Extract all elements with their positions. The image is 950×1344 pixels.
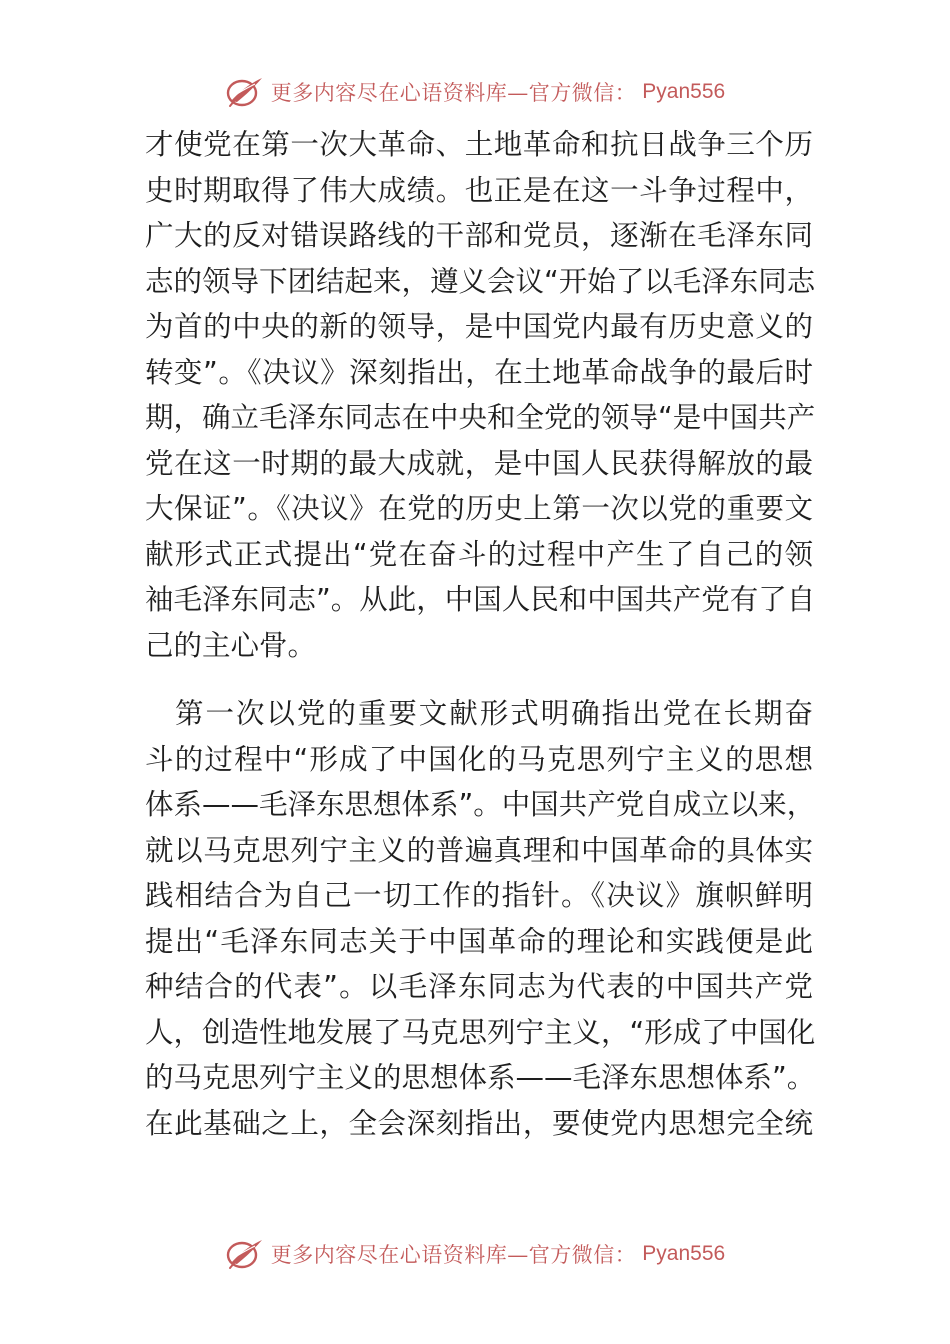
text-line: 体系——毛泽东思想体系”。中国共产党自成立以来，	[145, 788, 816, 821]
text-line: 才使党在第一次大革命、土地革命和抗日战争三个历	[145, 128, 813, 161]
quill-logo-icon	[225, 1236, 265, 1272]
text-line: 袖毛泽东同志”。从此，中国人民和中国共产党有了自	[145, 583, 816, 616]
header-watermark	[0, 72, 950, 112]
text-line: 党在这一时期的最大成就，是中国人民获得解放的最	[145, 446, 813, 480]
text-line: 就以马克思列宁主义的普遍真理和中国革命的具体实	[145, 833, 813, 867]
text-line: 第一次以党的重要文献形式明确指出党在长期奋	[175, 697, 813, 730]
paragraph	[145, 122, 816, 668]
watermark-text: 更多内容尽在心语资料库—官方微信：	[270, 81, 637, 105]
quill-logo-icon	[225, 74, 265, 110]
text-line: 大保证”。《决议》在党的历史上第一次以党的重要文	[145, 492, 813, 525]
text-line: 提出“毛泽东同志关于中国革命的理论和实践便是此	[145, 924, 813, 958]
watermark-text: 更多内容尽在心语资料库—官方微信：	[270, 1243, 637, 1267]
footer-watermark	[0, 1234, 950, 1274]
text-line: 史时期取得了伟大成绩。也正是在这一斗争过程中，	[145, 173, 813, 207]
text-line: 在此基础之上，全会深刻指出，要使党内思想完全统	[145, 1106, 813, 1140]
text-line: 广大的反对错误路线的干部和党员，逐渐在毛泽东同	[145, 219, 813, 252]
text-line: 期，确立毛泽东同志在中央和全党的领导“是中国共产	[145, 401, 816, 434]
text-line: 转变”。《决议》深刻指出，在土地革命战争的最后时	[145, 355, 813, 389]
text-line: 种结合的代表”。以毛泽东同志为代表的中国共产党	[145, 970, 813, 1003]
watermark-handle: Pyan556	[642, 80, 726, 103]
text-line: 为首的中央的新的领导，是中国党内最有历史意义的	[145, 310, 813, 343]
text-line: 的马克思列宁主义的思想体系——毛泽东思想体系”。	[145, 1061, 816, 1094]
document-body	[145, 122, 816, 1146]
paragraph	[145, 691, 816, 1146]
text-line: 献形式正式提出“党在奋斗的过程中产生了自己的领	[145, 537, 813, 571]
text-line: 志的领导下团结起来，遵义会议“开始了以毛泽东同志	[145, 264, 816, 298]
text-line: 斗的过程中“形成了中国化的马克思列宁主义的思想	[145, 742, 813, 776]
text-line: 人，创造性地发展了马克思列宁主义，“形成了中国化	[145, 1015, 816, 1049]
text-line: 践相结合为自己一切工作的指针。《决议》旗帜鲜明	[145, 879, 813, 912]
watermark-handle: Pyan556	[642, 1242, 726, 1265]
text-line: 己的主心骨。	[145, 628, 317, 662]
